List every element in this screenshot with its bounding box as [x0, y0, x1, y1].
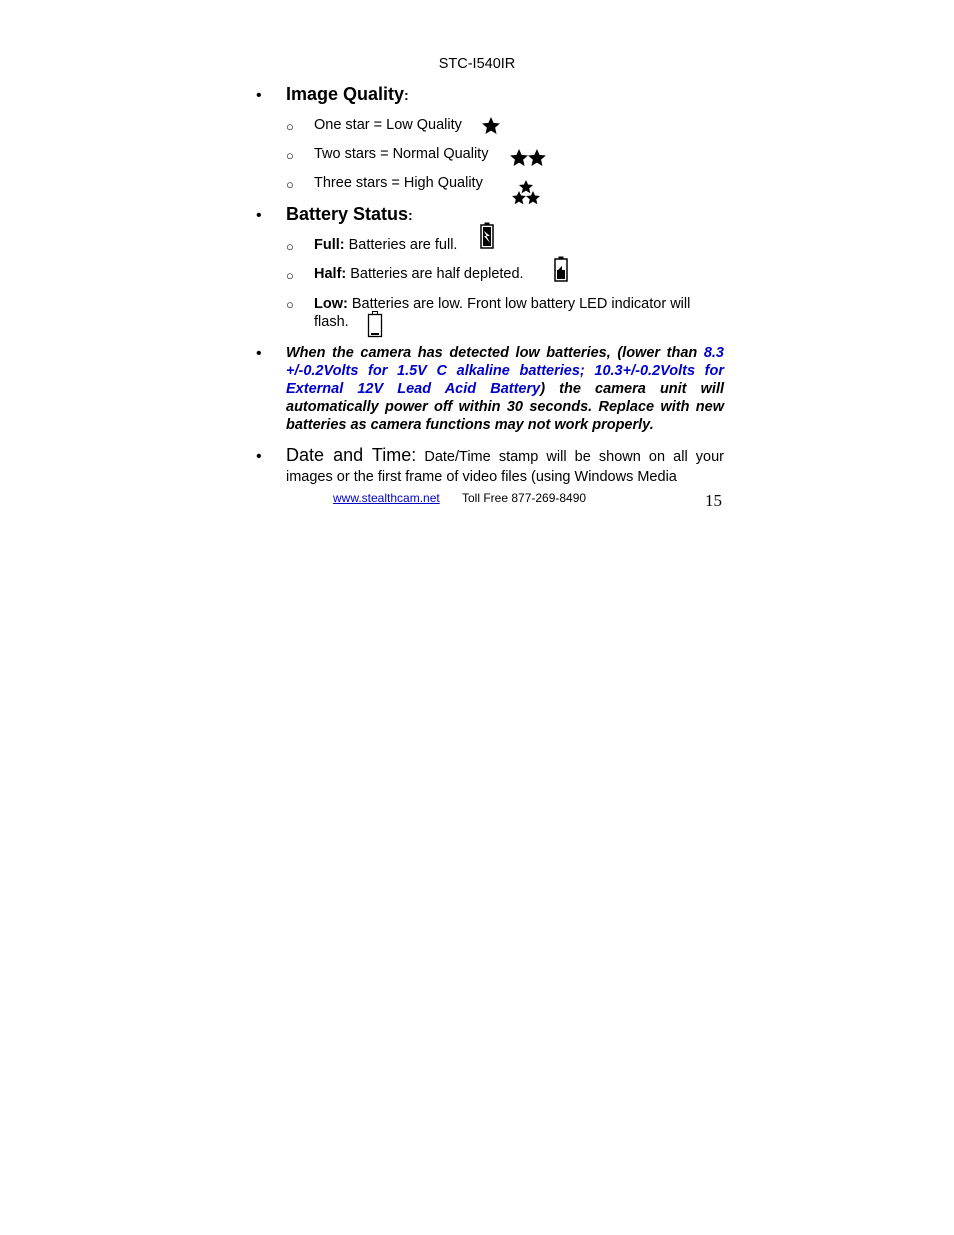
battery-full-icon — [480, 222, 494, 249]
quality-item-low: One star = Low Quality — [314, 117, 462, 133]
one-star-icon — [482, 117, 500, 134]
date-time-paragraph: Date and Time: Date/Time stamp will be shown on all your images or the first frame of video files (using Windows Media — [286, 445, 725, 485]
voltage-thresholds: 8.3 +/-0.2Volts for 1.5V C alkaline batteries; 10.3+/-0.2Volts for External 12V Lead Acid Battery — [286, 345, 724, 397]
battery-item-full: Full: Batteries are full. — [314, 237, 458, 253]
three-stars-icon — [512, 180, 540, 204]
low-battery-warning: When the camera has detected low batteries, (lower than 8.3 +/-0.2Volts for 1.5V C alkaline batteries; 10.3+/-0.2Volts for External 12V Lead Acid Battery) the camera unit will automatically power off within 30 seconds. Replace with new batteries as camera functions may not work properly. — [286, 345, 724, 433]
bullet: • — [256, 345, 262, 362]
sub-bullet: ○ — [286, 297, 294, 312]
bullet: • — [256, 87, 262, 104]
battery-low-icon — [367, 311, 383, 338]
bullet: • — [256, 448, 262, 465]
two-stars-icon — [510, 149, 546, 166]
battery-item-half: Half: Batteries are half depleted. — [314, 266, 524, 282]
sub-bullet: ○ — [286, 268, 294, 283]
website-link[interactable]: www.stealthcam.net — [333, 491, 440, 505]
sub-bullet: ○ — [286, 119, 294, 134]
date-time-heading: Date and Time — [286, 445, 412, 465]
battery-half-icon — [554, 256, 568, 282]
sub-bullet: ○ — [286, 177, 294, 192]
page-number: 15 — [705, 491, 722, 510]
quality-item-high: Three stars = High Quality — [314, 175, 483, 191]
battery-status-heading: Battery Status: — [286, 204, 413, 224]
page-header-model: STC-I540IR — [438, 56, 516, 72]
bullet: • — [256, 207, 262, 224]
quality-item-normal: Two stars = Normal Quality — [314, 146, 489, 162]
image-quality-heading: Image Quality: — [286, 84, 409, 104]
toll-free-number: Toll Free 877-269-8490 — [462, 491, 587, 505]
battery-item-low: Low: Batteries are low. Front low battery LED indicator will flash. — [314, 296, 691, 330]
sub-bullet: ○ — [286, 239, 294, 254]
sub-bullet: ○ — [286, 148, 294, 163]
